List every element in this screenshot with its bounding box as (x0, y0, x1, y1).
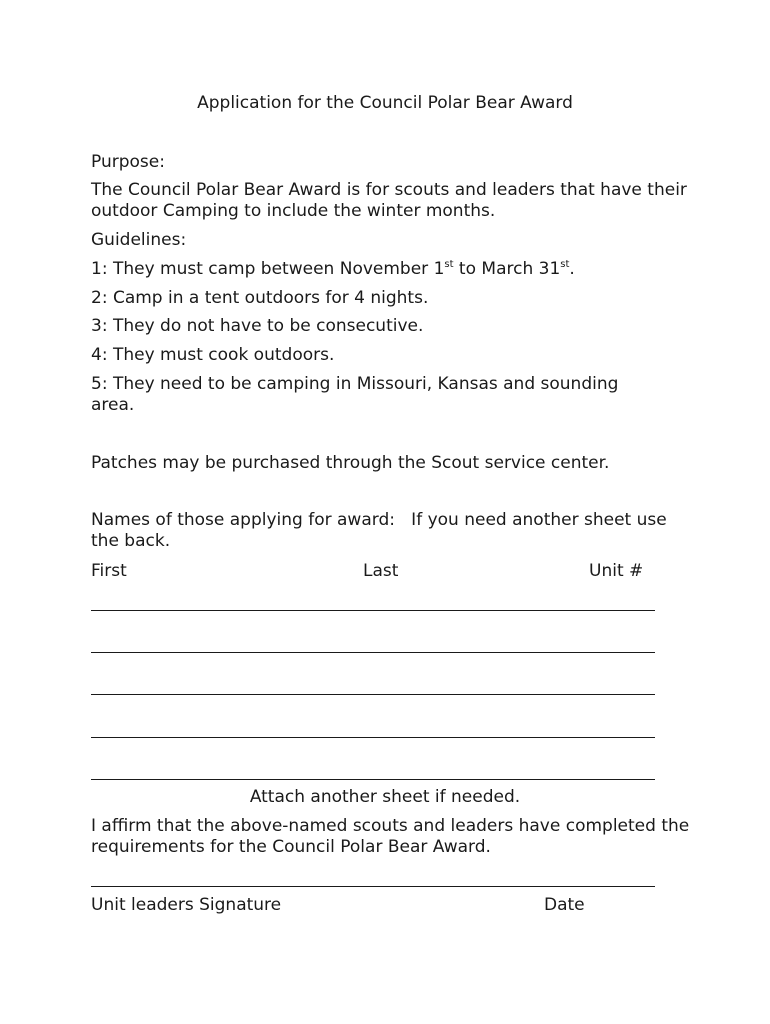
name-entry-line-2[interactable] (91, 652, 655, 653)
signature-line[interactable] (91, 886, 655, 887)
purpose-heading: Purpose: (91, 152, 165, 172)
attach-note: Attach another sheet if needed. (249, 787, 521, 807)
guideline-item-5: 5: They need to be camping in Missouri, Kansas and sounding area. (91, 374, 619, 415)
guideline-1-superscript-1: st (444, 259, 454, 270)
name-entry-line-1[interactable] (91, 610, 655, 611)
guideline-1-superscript-2: st (560, 259, 570, 270)
guideline-item-1 (91, 259, 575, 280)
guideline-1-text-middle: to March 31 (453, 259, 561, 279)
name-entry-line-5[interactable] (91, 779, 655, 780)
column-label-unit: Unit # (589, 561, 644, 581)
guideline-1-text-start: 1: They must camp between November 1 (91, 259, 445, 279)
guideline-1-text-end: . (569, 259, 575, 279)
guidelines-heading: Guidelines: (91, 230, 187, 250)
signature-label: Unit leaders Signature (91, 895, 282, 915)
guideline-item-2: 2: Camp in a tent outdoors for 4 nights. (91, 288, 429, 308)
affirmation-text: I affirm that the above-named scouts and leaders have completed the requirements for the Council Polar Bear Award. (91, 816, 690, 857)
names-intro: Names of those applying for award: If you need another sheet use the back. (91, 510, 673, 551)
date-label: Date (544, 895, 585, 915)
patches-note: Patches may be purchased through the Scout service center. (91, 453, 610, 473)
document-title: Application for the Council Polar Bear Award (197, 93, 573, 113)
purpose-text: The Council Polar Bear Award is for scouts and leaders that have their outdoor Camping to include the winter months. (91, 180, 687, 221)
column-label-first: First (91, 561, 127, 581)
guideline-item-3: 3: They do not have to be consecutive. (91, 316, 424, 336)
name-entry-line-4[interactable] (91, 737, 655, 738)
name-entry-line-3[interactable] (91, 694, 655, 695)
column-label-last: Last (363, 561, 399, 581)
guideline-item-4: 4: They must cook outdoors. (91, 345, 335, 365)
